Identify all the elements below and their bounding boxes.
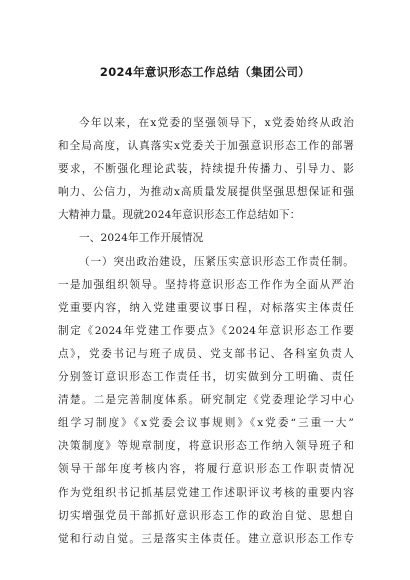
document-body	[58, 112, 354, 551]
body-line: 分别签订意识形态工作责任书，切实做到分工明确、责任	[58, 371, 354, 384]
body-line: （一）突出政治建设，压紧压实意识形态工作责任制。	[79, 255, 354, 268]
body-line: 组学习制度》《x党委会议事规则》《x党委“三重一大”	[58, 417, 354, 430]
body-line: 党重要内容，纳入党建重要议事日程，对标落实主体责任	[58, 301, 354, 314]
body-line: 和全局高度，认真落实x党委关于加强意识形态工作的部署	[58, 140, 354, 153]
body-line: 点》，党委书记与班子成员、党支部书记、各科室负责人	[58, 347, 354, 360]
body-line: 觉和行动自觉。三是落实主体责任。建立意识形态工作专	[58, 532, 354, 545]
body-line: 响力、公信力，为推动x高质量发展提供坚强思想保证和强	[58, 186, 354, 199]
body-line: 一、2024年工作开展情况	[79, 232, 204, 245]
body-line: 作为党组织书记抓基层党建工作述职评议考核的重要内容	[58, 486, 354, 499]
body-line: 切实增强党员干部抓好意识形态工作的政治自觉、思想自	[58, 509, 354, 522]
body-line: 今年以来，在x党委的坚强领导下，x党委始终从政治	[79, 117, 354, 129]
body-line: 大精神力量。现就2024年意识形态工作总结如下：	[58, 209, 301, 222]
body-line: 制定《2024年党建工作要点》《2024年意识形态工作要	[58, 324, 354, 337]
body-line: 决策制度》等规章制度，将意识形态工作纳入领导班子和	[58, 440, 354, 453]
body-line: 领导干部年度考核内容，将履行意识形态工作职责情况	[58, 463, 354, 476]
body-line: 要求，不断强化理论武装，持续提升传播力、引导力、影	[58, 163, 354, 176]
body-line: 清楚。二是完善制度体系。研究制定《党委理论学习中心	[58, 394, 354, 407]
body-line: 一是加强组织领导。坚持将意识形态工作作为全面从严治	[58, 278, 354, 291]
document-title: 2024年意识形态工作总结（集团公司）	[99, 65, 311, 79]
